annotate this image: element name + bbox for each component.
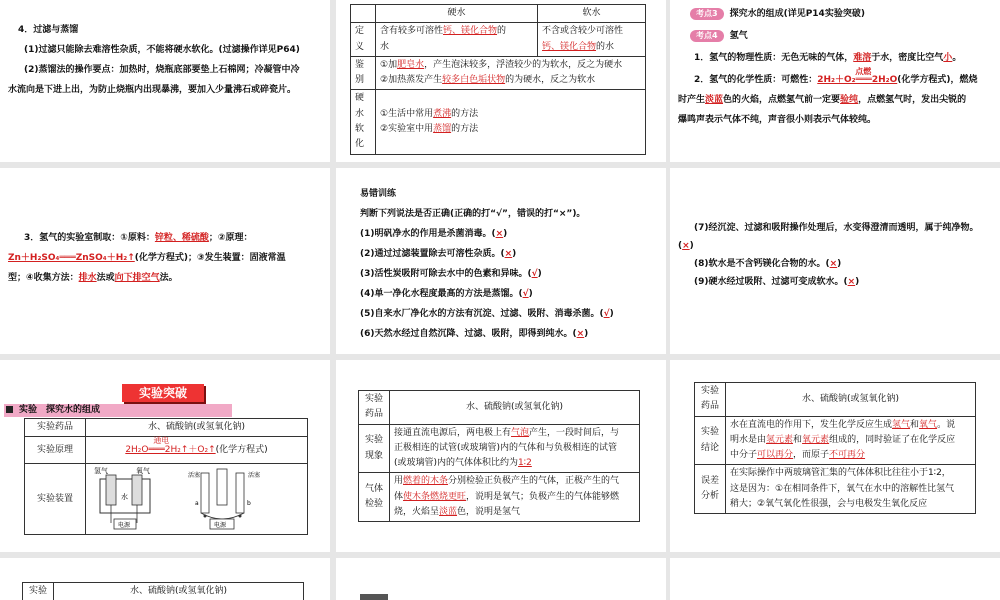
experiment-title-bar: 实验 探究水的组成 (4, 404, 232, 417)
training-item-7: (7)经沉淀、过滤和吸附操作处理后，水变得澄清而透明，属于纯净物。 (694, 223, 979, 233)
svg-text:b: b (247, 500, 251, 508)
label-phenomena: 实验现象 (359, 424, 390, 473)
row-label-softening: 硬水软化 (351, 90, 376, 154)
slide-hydrogen-preparation[interactable] (0, 168, 330, 354)
partial-dark-mark (360, 594, 388, 600)
svg-text:电源: 电源 (118, 522, 131, 530)
label-error-analysis: 误差分析 (695, 465, 726, 514)
value-error-analysis: 在实际操作中两玻璃管汇集的气体体积比往往小于1∶2， 这是因为：①在相同条件下，氧气在水中的溶解性比氢气 稍大；②氧气氧化性很强，会与电极发生氧化反应 (726, 465, 976, 514)
phenomena-table (358, 390, 640, 522)
paragraph-1: (1)过滤只能除去难溶性杂质，不能将硬水软化。(过滤操作详见P64) (24, 45, 300, 55)
apparatus-figure (86, 464, 308, 535)
cell-hard-definition: 含有较多可溶性钙、镁化合物的 水 (376, 23, 538, 57)
value-principle: 通电 2H₂O═══2H₂↑＋O₂↑(化学方程式) (86, 437, 308, 464)
hydrogen-physical: 1．氢气的物理性质：无色无味的气体，难溶于水，密度比空气小。 (694, 53, 962, 63)
cell-softening: ①生活中常用煮沸的方法 ②实验室中用蒸馏的方法 (376, 90, 646, 154)
prep-line-3: 型；④收集方法：排水法或向下排空气法。 (8, 273, 178, 283)
svg-text:氧气: 氧气 (136, 467, 150, 476)
header-soft-water: 软水 (538, 5, 646, 23)
slide-error-training-cont[interactable] (670, 168, 1000, 354)
value-gas-test: 用燃着的木条分别检验正负极产生的气体，正极产生的气 体使木条燃烧更旺，说明是氧气；负极产生的气体能够燃 烧，火焰呈淡蓝色，说明是氢气 (390, 473, 640, 522)
cell-identify: ①加肥皂水，产生泡沫较多，浮渣较少的为软水，反之为硬水 ②加热蒸发产生较多白色垢状物的为硬水，反之为软水 (376, 56, 646, 90)
slide-partial-middle[interactable] (336, 558, 666, 600)
header-hard-water: 硬水 (376, 5, 538, 23)
training-item-9: (9)硬水经过吸附、过滤可变成软水。(×) (694, 277, 860, 287)
training-item: (6)天然水经过自然沉降、过滤、吸附，即得到纯水。(×) (360, 329, 589, 339)
value-conclusion: 水在直流电的作用下，发生化学反应生成氢气和氧气。说 明水是由氢元素和氧元素组成的，同时验证了在化学反应 中分子可以再分，而原子不可再分 (726, 416, 976, 465)
svg-text:电源: 电源 (214, 522, 227, 530)
slide-hydrogen-properties[interactable] (670, 0, 1000, 162)
condition-ignite: 点燃 (855, 67, 872, 76)
topic-tag-4: 考点4 (690, 30, 724, 42)
training-item: (5)自来水厂净化水的方法有沉淀、过滤、吸附、消毒杀菌。(√) (360, 309, 614, 319)
hydrogen-chemical: 2．氢气的化学性质：可燃性： 点燃 2H₂＋O₂═══2H₂O(化学方程式)，燃烧 (694, 67, 978, 85)
slide-partial-right[interactable] (670, 558, 1000, 600)
slide-partial-left[interactable] (0, 558, 330, 600)
label-experiment: 实验 (23, 583, 54, 600)
training-item: (1)明矾净水的作用是杀菌消毒。(×) (360, 229, 508, 239)
label-gas-test: 气体检验 (359, 473, 390, 522)
topic-tag-3: 考点3 (690, 8, 724, 20)
slide-experiment-phenomena[interactable] (336, 360, 666, 552)
experiment-table (24, 418, 308, 535)
hydrogen-flame: 时产生淡蓝色的火焰，点燃氢气前一定要验纯，点燃氢气时，发出尖锐的 (678, 95, 967, 105)
training-item: (3)活性炭吸附可除去水中的色素和异味。(√) (360, 269, 542, 279)
value-reagents: 水、硫酸钠(或氢氧化钠) (86, 419, 308, 437)
training-item-7-answer: (×) (678, 241, 694, 251)
conclusion-table (694, 382, 976, 514)
training-item: (4)单一净化水程度最高的方法是蒸馏。(√) (360, 289, 533, 299)
label-reagents: 实验药品 (695, 383, 726, 417)
topic-3-heading: 考点3 探究水的组成(详见P14实验突破) (690, 6, 865, 23)
row-label-definition: 定义 (351, 23, 376, 57)
cell-soft-definition: 不含或含较少可溶性 钙、镁化合物的水 (538, 23, 646, 57)
section-title: 4．过滤与蒸馏 (18, 25, 79, 35)
slide-hard-soft-water[interactable] (336, 0, 666, 162)
row-label-identify: 鉴别 (351, 56, 376, 90)
svg-text:a: a (195, 500, 199, 508)
training-title: 易错训练 (360, 189, 397, 199)
electrolysis-apparatus-diagram (86, 465, 306, 533)
svg-text:水: 水 (121, 493, 128, 502)
prep-line-1: 3．氢气的实验室制取：①原料：锌粒、稀硫酸；②原理： (24, 233, 253, 243)
svg-text:活塞: 活塞 (188, 472, 201, 480)
slide-experiment-conclusion[interactable] (670, 360, 1000, 552)
label-principle: 实验原理 (25, 437, 86, 464)
prep-line-2: Zn＋H₂SO₄═══ZnSO₄＋H₂↑(化学方程式)；③发生装置：固液常温 (8, 253, 286, 263)
label-reagents: 实验药品 (25, 419, 86, 437)
condition-electrify: 通电 (153, 435, 170, 445)
label-apparatus: 实验装置 (25, 464, 86, 535)
svg-text:活塞: 活塞 (248, 472, 261, 480)
training-item-8: (8)软水是不含钙镁化合物的水。(×) (694, 259, 842, 269)
label-conclusion: 实验结论 (695, 416, 726, 465)
hydrogen-purity-test: 爆鸣声表示气体不纯，声音很小则表示气体较纯。 (678, 115, 877, 125)
paragraph-2: (2)蒸馏法的操作要点：加热时，烧瓶底部要垫上石棉网；冷凝管中冷 (24, 65, 300, 75)
training-item: (2)通过过滤装置除去可溶性杂质。(×) (360, 249, 517, 259)
paragraph-3: 水流向是下进上出，为防止烧瓶内出现暴沸，要加入少量沸石或碎瓷片。 (8, 85, 297, 95)
value-reagents: 水、硫酸钠(或氢氧化钠) (54, 583, 304, 600)
value-reagents: 水、硫酸钠(或氢氧化钠) (726, 383, 976, 417)
value-phenomena: 接通直流电源后，两电极上有气泡产生，一段时间后，与 正极相连的试管(或玻璃管)内的气体和与负极相连的试管 (或玻璃管)内的气体体积比约为1∶2 (390, 424, 640, 473)
partial-table (22, 582, 304, 600)
slide-filtration-distillation[interactable] (0, 0, 330, 162)
svg-text:氢气: 氢气 (94, 467, 108, 476)
value-reagents: 水、硫酸钠(或氢氧化钠) (390, 391, 640, 425)
experiment-banner: 实验突破 (122, 384, 204, 402)
slide-experiment-water-composition[interactable] (0, 360, 330, 552)
training-intro: 判断下列说法是否正确(正确的打“√”，错误的打“×”)。 (360, 209, 586, 219)
slide-error-training[interactable] (336, 168, 666, 354)
label-reagents: 实验药品 (359, 391, 390, 425)
hard-soft-water-table (350, 4, 646, 155)
topic-4-heading: 考点4 氢气 (690, 28, 748, 45)
